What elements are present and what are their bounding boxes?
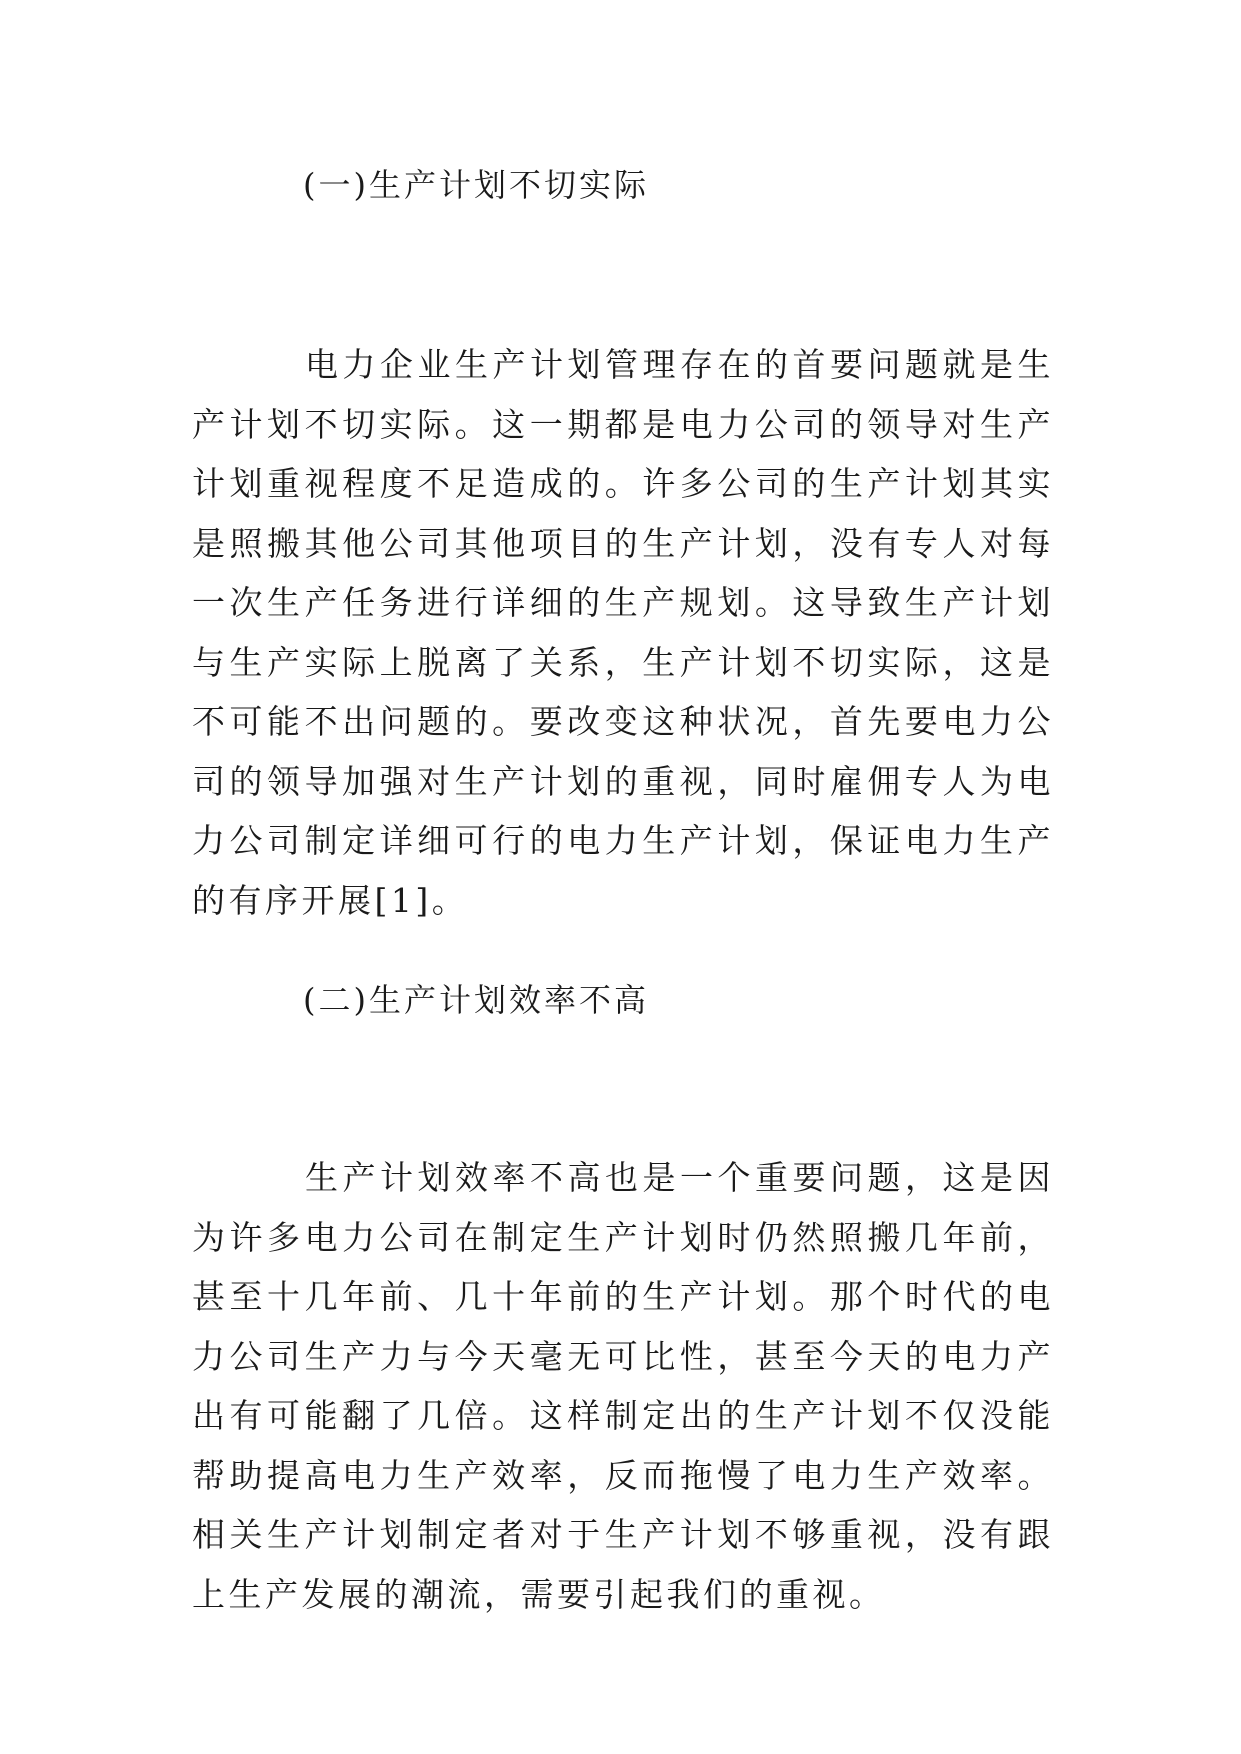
section-paragraph: 生产计划效率不高也是一个重要问题，这是因为许多电力公司在制定生产计划时仍然照搬几年前，甚至十几年前、几十年前的生产计划。那个时代的电力公司生产力与今天毫无可比性，甚至今天的电力产出有可能翻了几倍。这样制定出的生产计划不仅没能帮助提高电力生产效率，反而拖慢了电力生产效率。相关生产计划制定者对于生产计划不够重视，没有跟上生产发展的潮流，需要引起我们的重视。 (192, 1158, 1054, 1614)
section-paragraph: 电力企业生产计划管理存在的首要问题就是生产计划不切实际。这一期都是电力公司的领导对生产计划重视程度不足造成的。许多公司的生产计划其实是照搬其他公司其他项目的生产计划，没有专人对每一次生产任务进行详细的生产规划。这导致生产计划与生产实际上脱离了关系，生产计划不切实际，这是不可能不出问题的。要改变这种状况，首先要电力公司的领导加强对生产计划的重视，同时雇佣专人为电力公司制定详细可行的电力生产计划，保证电力生产的有序开展[1]。 (192, 345, 1054, 920)
section-heading: (一)生产计划不切实际 (303, 166, 649, 204)
section-heading: (二)生产计划效率不高 (303, 981, 649, 1019)
